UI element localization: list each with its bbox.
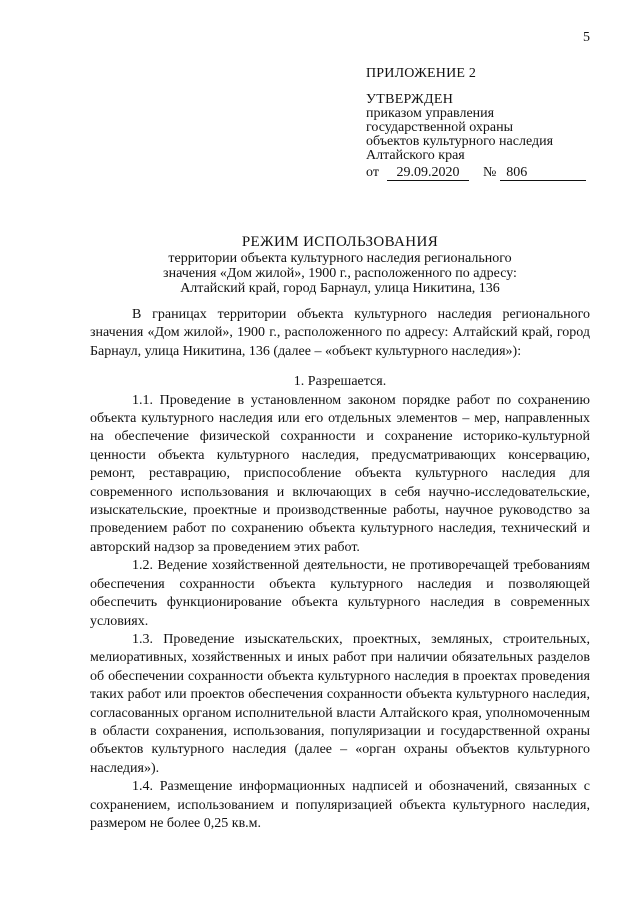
section-item: 1.4. Размещение информационных надписей и обозначений, связанных с сохранением, использованием и популяризацией объекта культурного наследия, размером не более 0,25 кв.м. bbox=[90, 779, 590, 831]
approval-line: объектов культурного наследия bbox=[366, 134, 554, 149]
title-line: территории объекта культурного наследия регионального bbox=[168, 251, 512, 266]
number-sign: № bbox=[482, 165, 497, 180]
appendix-label: ПРИЛОЖЕНИЕ 2 bbox=[366, 66, 477, 81]
document-title: РЕЖИМ ИСПОЛЬЗОВАНИЯ bbox=[241, 234, 439, 250]
approval-line: государственной охраны bbox=[366, 120, 514, 135]
section-heading: 1. Разрешается. bbox=[293, 374, 387, 390]
section-item: 1.1. Проведение в установленном законом порядке работ по сохранению объекта культурного наследия или его отдельных элементов – мер, направленных на обеспечение физической сохранности и сохранение историко-культурной ценности объекта культурного наследия, предусматривающих консервацию, ремонт, реставрацию, приспособление объекта культурного наследия для современного использования и включающих в себя научно-исследовательские, изыскательские, проектные и производственные работы, научное руководство за проведением работ по сохранению объекта культурного наследия, технический и авторский надзор за проведением этих работ. bbox=[90, 392, 590, 555]
order-number: 806 bbox=[500, 166, 586, 181]
approval-line: Алтайского края bbox=[366, 148, 465, 163]
document-title-block bbox=[90, 235, 590, 296]
title-line: Алтайский край, город Барнаул, улица Никитина, 136 bbox=[180, 281, 500, 296]
section-item: 1.2. Ведение хозяйственной деятельности, не противоречащей требованиям обеспечения сохранности объекта культурного наследия и позволяющей обеспечить функционирование объекта культурного наследия в современных условиях. bbox=[90, 558, 590, 629]
title-line: значения «Дом жилой», 1900 г., расположенного по адресу: bbox=[163, 266, 517, 281]
approval-title: УТВЕРЖДЕН bbox=[366, 92, 454, 107]
order-date: 29.09.2020 bbox=[387, 166, 469, 181]
document-body bbox=[90, 306, 590, 833]
date-prefix: от bbox=[366, 165, 379, 180]
section-item: 1.3. Проведение изыскательских, проектных, земляных, строительных, мелиоративных, хозяйственных и иных работ при наличии обязательных разделов об обеспечении сохранности объекта культурного наследия в проектах проведения таких работ или проектов обеспечения сохранности объекта культурного наследия, согласованных органом исполнительной власти Алтайского края, уполномоченным в области сохранения, использования, популяризации и государственной охраны объектов культурного наследия (далее – «орган охраны объектов культурного наследия»). bbox=[90, 631, 590, 776]
approval-line: приказом управления bbox=[366, 106, 495, 121]
intro-paragraph: В границах территории объекта культурного наследия регионального значения «Дом жилой», 1900 г., расположенного по адресу: Алтайский край, город Барнаул, улица Никитина, 136 (далее – «объект культурного наследия»): bbox=[90, 307, 590, 359]
approval-block bbox=[366, 93, 606, 181]
approval-date-row bbox=[366, 166, 606, 181]
page-number: 5 bbox=[583, 30, 590, 45]
